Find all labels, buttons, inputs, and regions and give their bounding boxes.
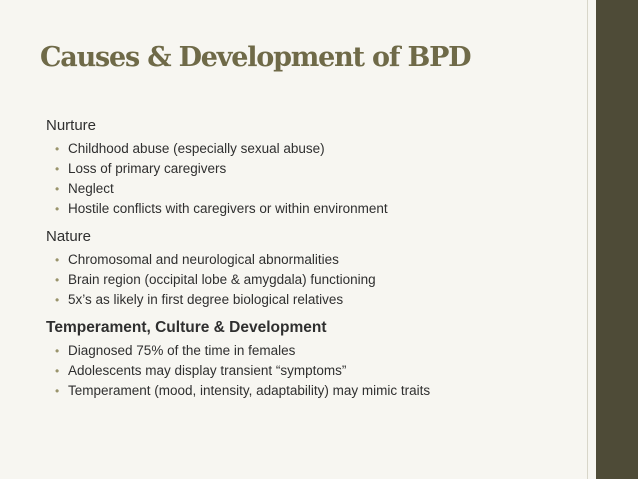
slide-title: Causes & Development of BPD bbox=[40, 42, 471, 73]
section-temperament bbox=[46, 318, 566, 401]
bullet-icon: • bbox=[55, 273, 60, 287]
list-item bbox=[46, 139, 566, 159]
list-item-text: Brain region (occipital lobe & amygdala) functioning bbox=[68, 272, 376, 287]
decorative-rule bbox=[587, 0, 588, 479]
section-heading: Nurture bbox=[46, 117, 97, 134]
bullet-icon: • bbox=[55, 364, 60, 378]
list-item bbox=[46, 179, 566, 199]
bullet-list bbox=[46, 139, 566, 219]
list-item-text: Childhood abuse (especially sexual abuse) bbox=[68, 141, 325, 156]
bullet-icon: • bbox=[55, 293, 60, 307]
section-heading: Nature bbox=[46, 228, 92, 245]
list-item bbox=[46, 290, 566, 310]
list-item-text: Loss of primary caregivers bbox=[68, 161, 227, 176]
bullet-list bbox=[46, 341, 566, 401]
bullet-icon: • bbox=[55, 202, 60, 216]
slide-content bbox=[46, 116, 566, 409]
list-item-text: Diagnosed 75% of the time in females bbox=[68, 343, 296, 358]
list-item bbox=[46, 250, 566, 270]
list-item-text: 5x’s as likely in first degree biological relatives bbox=[68, 292, 344, 307]
list-item bbox=[46, 270, 566, 290]
list-item-text: Chromosomal and neurological abnormalities bbox=[68, 252, 339, 267]
list-item bbox=[46, 361, 566, 381]
bullet-icon: • bbox=[55, 142, 60, 156]
list-item-text: Neglect bbox=[68, 181, 114, 196]
list-item bbox=[46, 159, 566, 179]
section-heading: Temperament, Culture & Development bbox=[46, 319, 327, 336]
bullet-icon: • bbox=[55, 182, 60, 196]
section-nurture bbox=[46, 116, 566, 219]
bullet-list bbox=[46, 250, 566, 310]
decorative-side-band bbox=[596, 0, 638, 479]
bullet-icon: • bbox=[55, 384, 60, 398]
list-item-text: Hostile conflicts with caregivers or within environment bbox=[68, 201, 388, 216]
list-item-text: Temperament (mood, intensity, adaptability) may mimic traits bbox=[68, 383, 431, 398]
list-item bbox=[46, 381, 566, 401]
bullet-icon: • bbox=[55, 162, 60, 176]
section-nature bbox=[46, 227, 566, 310]
bullet-icon: • bbox=[55, 344, 60, 358]
bullet-icon: • bbox=[55, 253, 60, 267]
list-item bbox=[46, 199, 566, 219]
list-item-text: Adolescents may display transient “symptoms” bbox=[68, 363, 347, 378]
list-item bbox=[46, 341, 566, 361]
